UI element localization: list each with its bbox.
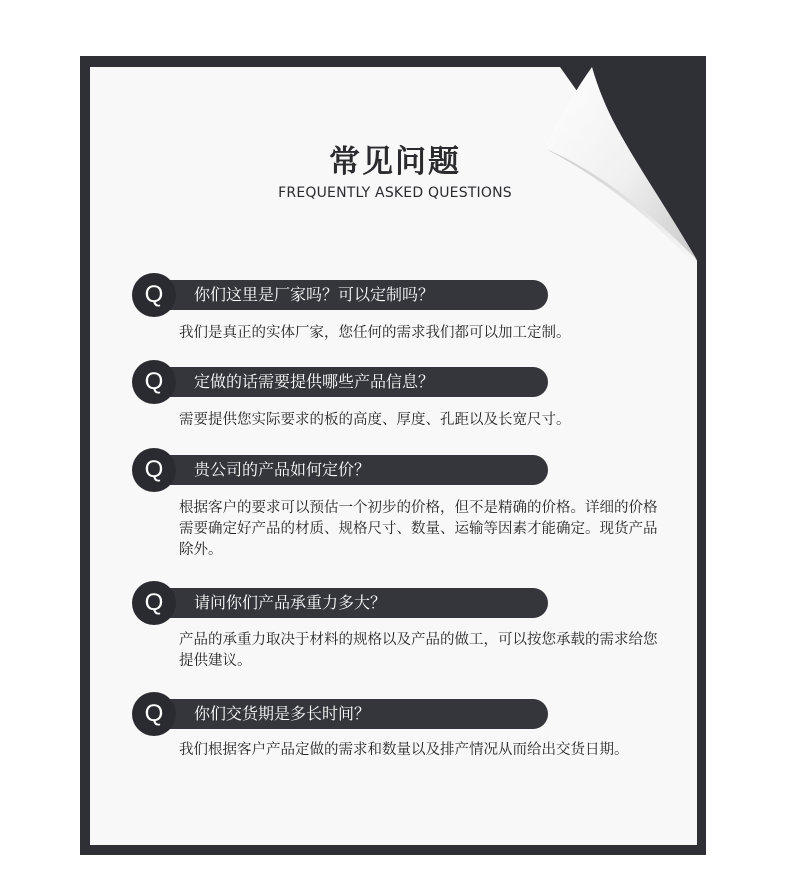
question-text: 你们交货期是多长时间？ — [194, 704, 371, 723]
question-text: 你们这里是厂家吗？可以定制吗？ — [194, 285, 435, 304]
page-subtitle: FREQUENTLY ASKED QUESTIONS — [278, 185, 512, 201]
q-badge-icon: Q — [132, 360, 176, 404]
answer-text: 产品的承重力取决于材料的规格以及产品的做工，可以按您承载的需求给您提供建议。 — [179, 632, 658, 669]
answer-text: 我们是真正的实体厂家，您任何的需求我们都可以加工定制。 — [179, 325, 571, 341]
answer-text: 根据客户的要求可以预估一个初步的价格，但不是精确的价格。详细的价格需要确定好产品的材质、规格尺寸、数量、运输等因素才能确定。现货产品除外。 — [179, 500, 658, 558]
q-badge-icon: Q — [132, 273, 176, 317]
question-text: 请问你们产品承重力多大？ — [194, 593, 387, 612]
answer-text: 需要提供您实际要求的板的高度、厚度、孔距以及长宽尺寸。 — [179, 412, 571, 428]
answer-text: 我们根据客户产品定做的需求和数量以及排产情况从而给出交货日期。 — [179, 742, 629, 758]
question-text: 贵公司的产品如何定价？ — [194, 460, 371, 479]
q-badge-icon: Q — [132, 581, 176, 625]
question-text: 定做的话需要提供哪些产品信息？ — [194, 372, 435, 391]
q-badge-icon: Q — [132, 692, 176, 736]
page-title: 常见问题 — [329, 144, 461, 180]
q-badge-icon: Q — [132, 448, 176, 492]
